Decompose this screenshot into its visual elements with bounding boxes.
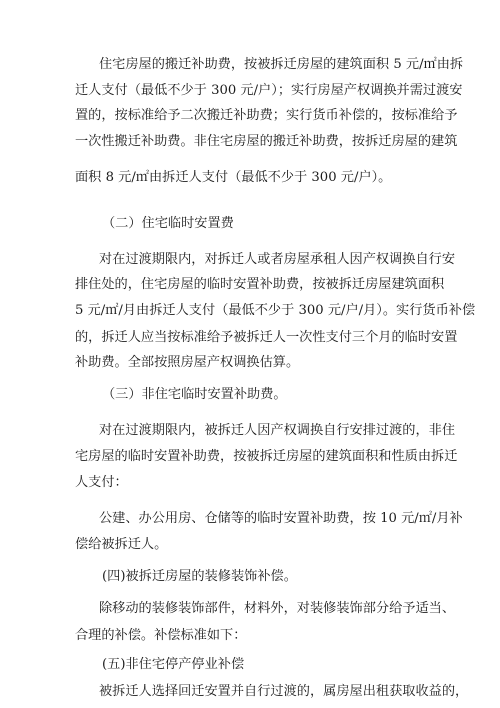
paragraph-line: 住宅房屋的搬迁补助费，按被拆迁房屋的建筑面积 5 元/㎡由拆 xyxy=(99,57,464,72)
paragraph-line: 对在过渡期限内，对拆迁人或者房屋承租人因产权调换自行安 xyxy=(99,252,456,267)
paragraph-line: 置的，按标准给予二次搬迁补助费；实行货币补偿的，按标准给予 xyxy=(75,108,458,123)
paragraph-line: 的，拆迁人应当按标准给予被拆迁人一次性支付三个月的临时安置 xyxy=(75,330,458,345)
section-heading: （二）住宅临时安置费 xyxy=(102,216,234,231)
paragraph-line: 对在过渡期限内，被拆迁人因产权调换自行安排过渡的，非住 xyxy=(99,423,456,438)
paragraph-line: 偿给被拆迁人。 xyxy=(75,537,168,552)
section-heading: (四)被拆迁房屋的装修装饰补偿。 xyxy=(102,569,297,584)
paragraph-line: 宅房屋的临时安置补助费，按被拆迁房屋的建筑面积和性质由拆迁 xyxy=(75,449,458,464)
paragraph-line: 合理的补偿。补偿标准如下： xyxy=(75,628,247,643)
paragraph-line: 排住处的，住宅房屋的临时安置补助费，按被拆迁房屋建筑面积 xyxy=(75,277,445,292)
paragraph-line: 除移动的装修装饰部件，材料外，对装修装饰部分给予适当、 xyxy=(99,601,456,616)
paragraph-line: 面积 8 元/㎡由拆迁人支付（最低不少于 300 元/户）。 xyxy=(75,170,392,185)
paragraph-line: 人支付： xyxy=(75,475,128,490)
section-heading: （三）非住宅临时安置补助费。 xyxy=(102,387,287,402)
section-heading: (五)非住宅停产停业补偿 xyxy=(102,657,245,672)
paragraph-line: 被拆迁人选择回迁安置并自行过渡的，属房屋出租获取收益的， xyxy=(99,684,469,699)
paragraph-line: 公建、办公用房、仓储等的临时安置补助费，按 10 元/㎡/月补 xyxy=(99,511,463,526)
paragraph-line: 一次性搬迁补助费。非住宅房屋的搬迁补助费，按拆迁房屋的建筑 xyxy=(75,134,458,149)
paragraph-line: 5 元/㎡/月由拆迁人支付（最低不少于 300 元/户/月）。实行货币补偿 xyxy=(75,303,476,318)
paragraph-line: 补助费。全部按照房屋产权调换估算。 xyxy=(75,355,300,370)
paragraph-line: 迁人支付（最低不少于 300 元/户）；实行房屋产权调换并需过渡安 xyxy=(75,83,463,98)
